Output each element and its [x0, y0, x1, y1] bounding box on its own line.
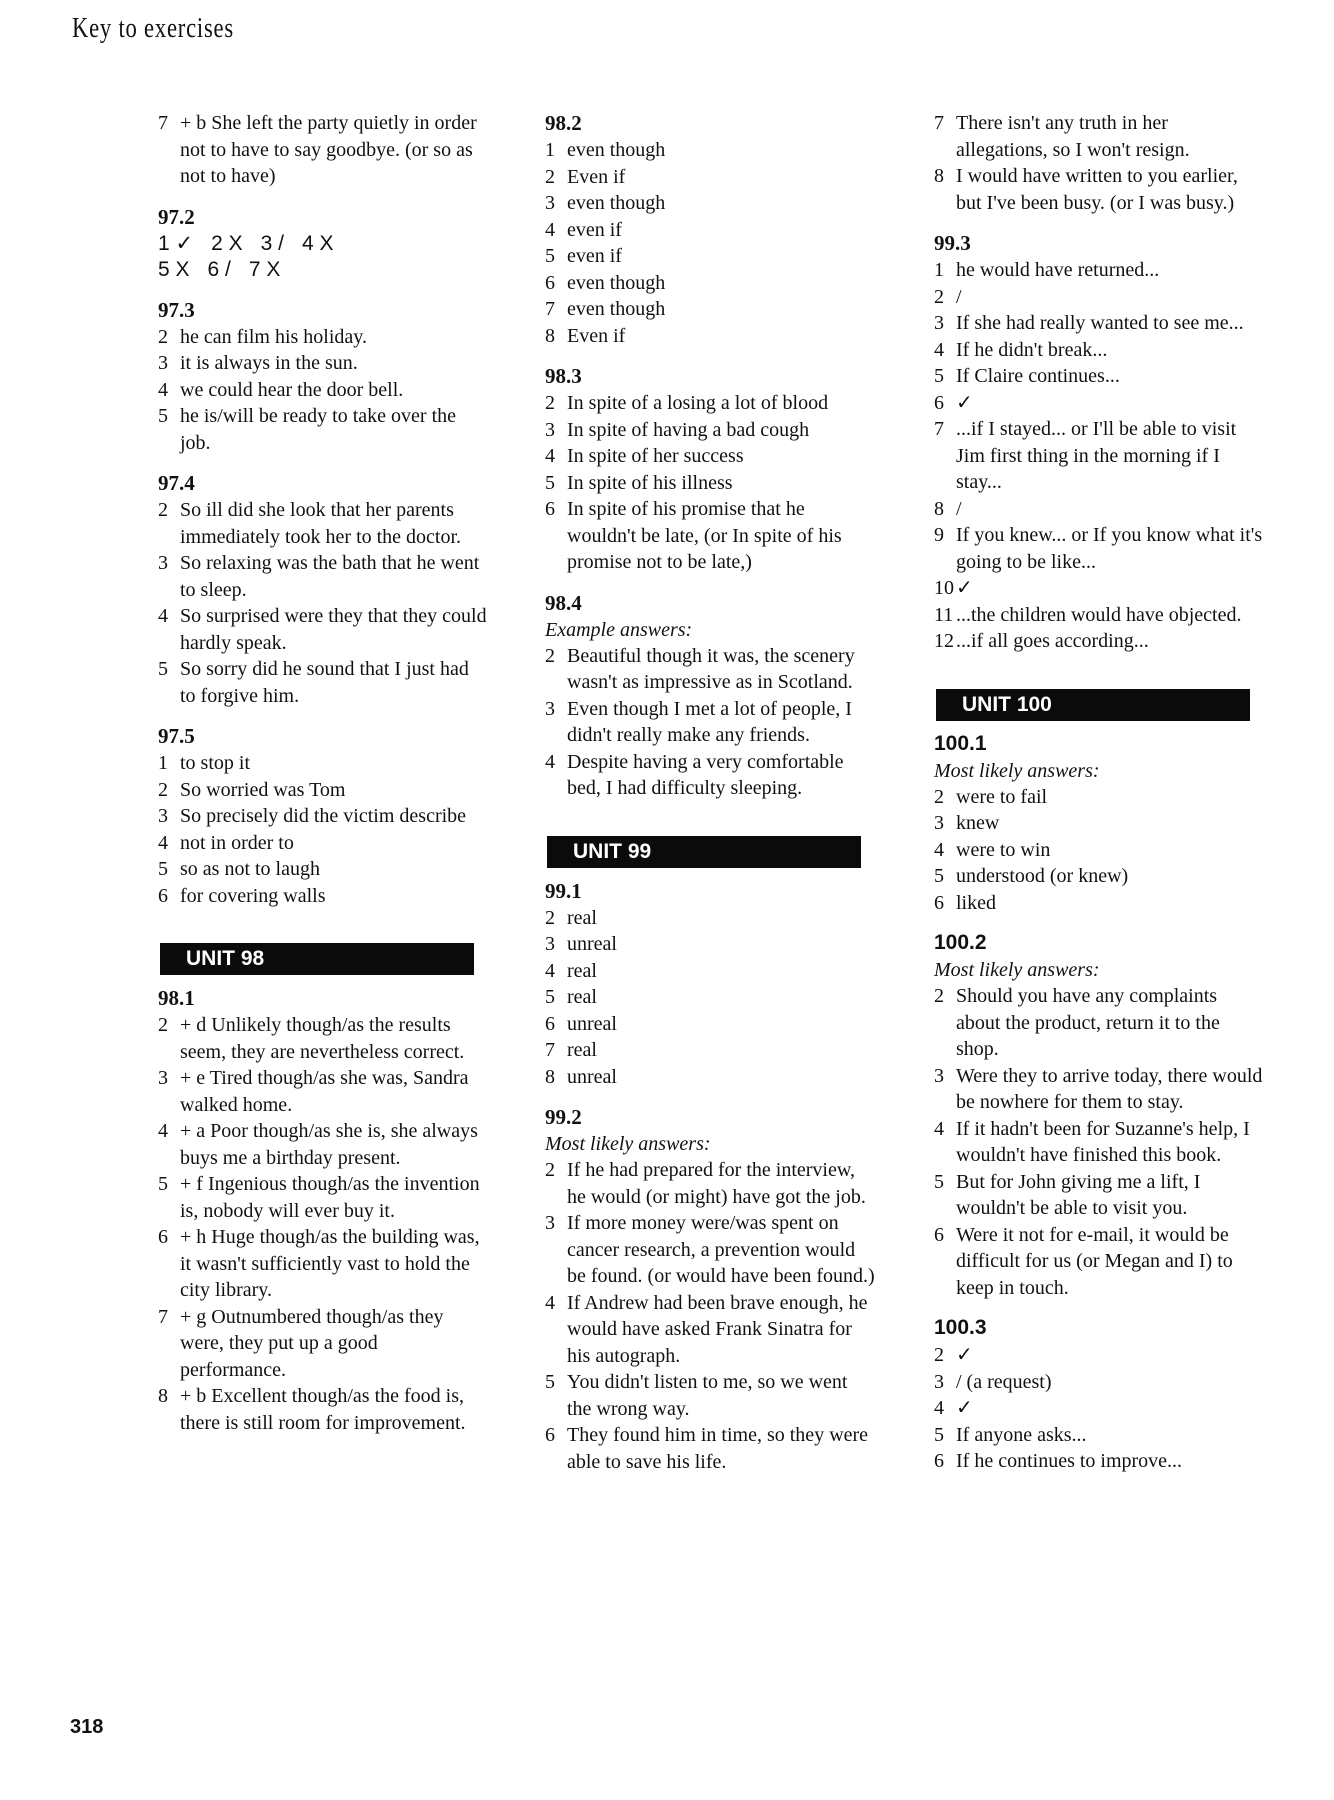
answer-section [158, 985, 488, 1436]
answer-number: 3 [545, 697, 555, 720]
answer-text: / (a request) [956, 1370, 1052, 1393]
answer-number: 4 [158, 1120, 168, 1142]
answer-item [545, 749, 875, 802]
answer-text: In spite of her success [567, 445, 744, 467]
section-number: 98.4 [545, 590, 582, 615]
answer-item [158, 1383, 488, 1436]
answer-item [934, 363, 1264, 390]
answer-text: So relaxing was the bath that he went to sleep. [180, 552, 480, 601]
answer-item [545, 1210, 875, 1290]
answer-text: were to fail [956, 785, 1048, 808]
answer-item [934, 1422, 1264, 1449]
section-number: 99.1 [545, 878, 582, 903]
answer-number: 12 [934, 630, 954, 652]
answer-number: 8 [545, 1065, 555, 1088]
answer-text: Even though I met a lot of people, I didn't really make any friends. [567, 697, 852, 746]
answer-number: 3 [158, 1067, 168, 1089]
answer-number: 6 [934, 1450, 944, 1472]
answer-item [158, 110, 488, 190]
answer-text: + a Poor though/as she is, she always buys me a birthday present. [180, 1120, 478, 1169]
answer-number: 5 [158, 858, 168, 880]
answer-item [158, 856, 488, 883]
answer-text: So surprised were they that they could hardly speak. [180, 605, 487, 654]
mark-answer: 5 X [158, 257, 190, 281]
mark-answer: 3 / [260, 231, 284, 255]
section-subtitle: Most likely answers: [934, 959, 1100, 981]
answer-text: ✓ [956, 1397, 973, 1419]
answer-item [934, 337, 1264, 364]
answer-number: 4 [934, 1397, 944, 1419]
answer-text: even if [567, 218, 622, 241]
unit-heading: UNIT 99 [547, 836, 861, 868]
answer-item [545, 137, 875, 164]
answer-number: 7 [158, 112, 168, 134]
answer-number: 3 [934, 312, 944, 334]
answer-text: so as not to laugh [180, 858, 320, 880]
answer-text: to stop it [180, 752, 251, 774]
answer-section [158, 723, 488, 909]
answer-number: 5 [545, 1371, 555, 1393]
answer-text: + b Excellent though/as the food is, there is still room for improvement. [180, 1385, 466, 1434]
mark-row [158, 231, 488, 257]
answer-text: So worried was Tom [180, 778, 346, 801]
answer-item [934, 1222, 1264, 1302]
answer-text: Should you have any complaints about the product, return it to the shop. [956, 985, 1220, 1060]
mark-answer: 4 X [302, 231, 334, 255]
answer-section [545, 1104, 875, 1475]
answer-text: even though [567, 192, 666, 214]
page-number: 318 [70, 1716, 104, 1738]
answer-number: 1 [545, 139, 555, 161]
answer-number: 3 [934, 1064, 944, 1087]
answer-text: he would have returned... [956, 259, 1160, 281]
answer-item [545, 931, 875, 958]
answer-text: ...the children would have objected. [956, 603, 1242, 626]
mark-answer: 1 ✓ [158, 231, 194, 255]
answer-text: If it hadn't been for Suzanne's help, I wouldn't have finished this book. [956, 1117, 1250, 1166]
answer-text: we could hear the door bell. [180, 378, 404, 401]
answer-number: 1 [158, 752, 168, 774]
answer-text: were to win [956, 838, 1051, 861]
answer-number: 5 [934, 1170, 944, 1193]
answer-item [545, 164, 875, 191]
answer-number: 2 [545, 165, 555, 188]
answer-number: 8 [158, 1385, 168, 1407]
answer-item [158, 324, 488, 351]
answer-text: I would have written to you earlier, but I've been busy. (or I was busy.) [956, 165, 1238, 214]
answer-text: understood (or knew) [956, 865, 1129, 887]
answer-number: 3 [545, 192, 555, 214]
answer-text: unreal [567, 1065, 617, 1088]
answer-item [545, 1422, 875, 1475]
answer-item [545, 296, 875, 323]
answer-text: There isn't any truth in her allegations, so I won't resign. [956, 112, 1190, 161]
answer-item [934, 837, 1264, 864]
answer-number: 3 [158, 552, 168, 574]
answer-item [934, 390, 1264, 417]
answer-item [545, 270, 875, 297]
answer-text: + d Unlikely though/as the results seem, they are nevertheless correct. [180, 1014, 465, 1063]
answer-number: 5 [934, 865, 944, 887]
section-number: 98.3 [545, 364, 582, 388]
answer-section [545, 878, 875, 1091]
answer-number: 7 [934, 112, 944, 134]
answer-item [934, 890, 1264, 917]
answer-text: / [956, 285, 962, 308]
answer-item [545, 696, 875, 749]
answer-section [158, 110, 488, 190]
answer-section [545, 363, 875, 576]
answer-item [934, 496, 1264, 523]
answer-text: Even if [567, 324, 626, 347]
answer-number: 5 [545, 471, 555, 494]
answer-section [934, 930, 1264, 1301]
section-number: 97.2 [158, 204, 195, 229]
answer-number: 2 [545, 906, 555, 929]
answer-number: 6 [934, 891, 944, 914]
answer-text: even though [567, 139, 666, 161]
answer-text: + f Ingenious though/as the invention is, nobody will ever buy it. [180, 1173, 480, 1222]
answer-number: 8 [545, 324, 555, 347]
answer-number: 6 [158, 884, 168, 907]
answer-text: Beautiful though it was, the scenery wasn't as impressive as in Scotland. [567, 644, 855, 693]
answer-item [545, 958, 875, 985]
answer-item [934, 784, 1264, 811]
answer-text: not in order to [180, 831, 294, 854]
section-number: 97.4 [158, 471, 195, 495]
answer-item [934, 1448, 1264, 1475]
answer-item [158, 403, 488, 456]
answer-number: 2 [934, 1344, 944, 1366]
answer-text: unreal [567, 933, 617, 955]
section-number: 99.3 [934, 231, 971, 255]
section-number: 97.5 [158, 724, 195, 748]
answer-item [934, 257, 1264, 284]
answer-number: 2 [158, 499, 168, 521]
answer-item [934, 628, 1264, 655]
answer-number: 4 [934, 1117, 944, 1140]
answer-text: If more money were/was spent on cancer research, a prevention would be found. (or would have been found.) [567, 1212, 875, 1287]
mark-answer: 2 X [211, 231, 243, 255]
answer-text: If he didn't break... [956, 338, 1108, 361]
answer-number: 2 [545, 644, 555, 667]
section-subtitle: Most likely answers: [545, 1133, 711, 1155]
answer-number: 7 [158, 1305, 168, 1328]
answer-item [934, 983, 1264, 1063]
answer-item [934, 1169, 1264, 1222]
answer-item [545, 496, 875, 576]
answer-item [545, 984, 875, 1011]
answer-text: Were they to arrive today, there would be nowhere for them to stay. [956, 1064, 1263, 1113]
mark-answer: 7 X [248, 257, 281, 281]
answer-text: real [567, 959, 597, 982]
answer-number: 7 [545, 1039, 555, 1061]
answer-text: If Claire continues... [956, 365, 1120, 387]
answer-number: 7 [934, 418, 944, 440]
answer-item [934, 575, 1264, 602]
answer-item [158, 1118, 488, 1171]
answer-number: 5 [158, 405, 168, 427]
answer-item [934, 1063, 1264, 1116]
answer-item [934, 163, 1264, 216]
answer-item [545, 1157, 875, 1210]
answer-section [934, 1315, 1264, 1475]
answer-text: real [567, 1039, 597, 1061]
answer-text: + g Outnumbered though/as they were, they put up a good performance. [180, 1305, 444, 1381]
answer-item [158, 777, 488, 804]
answer-number: 5 [934, 1423, 944, 1446]
section-number: 100.2 [934, 931, 987, 954]
answer-text: he can film his holiday. [180, 325, 367, 348]
answer-item [934, 416, 1264, 496]
section-number: 97.3 [158, 297, 195, 322]
answer-number: 2 [934, 985, 944, 1007]
answer-item [934, 522, 1264, 575]
answer-text: Even if [567, 165, 626, 188]
answer-item [934, 284, 1264, 311]
answer-number: 6 [545, 498, 555, 520]
answer-number: 3 [158, 352, 168, 374]
answer-item [158, 750, 488, 777]
answer-section [545, 110, 875, 349]
answer-text: liked [956, 891, 996, 914]
answer-item [545, 1011, 875, 1038]
answer-text: If he continues to improve... [956, 1450, 1183, 1472]
answer-text: + h Huge though/as the building was, it wasn't sufficiently vast to hold the city library. [180, 1226, 480, 1301]
answer-number: 11 [934, 603, 954, 626]
answer-item [934, 1369, 1264, 1396]
answer-item [545, 1064, 875, 1091]
answer-number: 6 [545, 271, 555, 294]
answer-item [934, 1395, 1264, 1422]
answer-number: 4 [545, 959, 555, 982]
answer-section [158, 297, 488, 457]
answer-text: it is always in the sun. [180, 352, 358, 374]
answer-text: unreal [567, 1012, 617, 1035]
answer-number: 4 [934, 338, 944, 361]
page-header: Key to exercises [72, 12, 234, 44]
answer-number: 4 [158, 831, 168, 854]
answer-text: So sorry did he sound that I just had to forgive him. [180, 658, 469, 707]
answer-number: 8 [934, 165, 944, 187]
answer-number: 2 [934, 785, 944, 808]
answer-column-3 [934, 110, 1264, 1489]
answer-number: 2 [545, 392, 555, 414]
answer-item [545, 470, 875, 497]
answer-item [545, 643, 875, 696]
answer-item [158, 830, 488, 857]
answer-item [934, 1342, 1264, 1369]
answer-item [158, 603, 488, 656]
answer-text: + e Tired though/as she was, Sandra walked home. [180, 1067, 469, 1116]
answer-text: If Andrew had been brave enough, he would have asked Frank Sinatra for his autograph. [567, 1291, 868, 1367]
unit-heading: UNIT 100 [936, 689, 1250, 721]
answer-number: 5 [545, 986, 555, 1008]
answer-text: real [567, 986, 597, 1008]
answer-number: 9 [934, 524, 944, 546]
answer-text: Despite having a very comfortable bed, I had difficulty sleeping. [567, 750, 844, 799]
answer-item [545, 905, 875, 932]
answer-number: 2 [158, 1014, 168, 1036]
section-number: 100.1 [934, 731, 987, 755]
answer-text: he is/will be ready to take over the job. [180, 405, 457, 454]
answer-number: 3 [934, 1370, 944, 1393]
answer-text: They found him in time, so they were able to save his life. [567, 1424, 869, 1473]
answer-section [545, 590, 875, 802]
answer-item [545, 390, 875, 417]
answer-item [158, 1304, 488, 1384]
answer-text: even though [567, 298, 666, 320]
answer-number: 6 [158, 1226, 168, 1248]
answer-item [158, 1065, 488, 1118]
answer-item [934, 602, 1264, 629]
answer-item [545, 1369, 875, 1422]
answer-number: 2 [545, 1159, 555, 1181]
answer-number: 3 [545, 418, 555, 441]
answer-number: 5 [934, 365, 944, 387]
answer-number: 3 [545, 1212, 555, 1234]
answer-section [934, 731, 1264, 917]
answer-text: / [956, 497, 962, 520]
answer-number: 3 [158, 805, 168, 827]
answer-number: 6 [934, 1223, 944, 1246]
answer-number: 1 [934, 259, 944, 281]
answer-item [545, 417, 875, 444]
answer-text: So precisely did the victim describe [180, 805, 467, 827]
answer-item [545, 323, 875, 350]
answer-text: ✓ [956, 391, 973, 414]
mark-row [158, 257, 488, 283]
section-subtitle: Most likely answers: [934, 759, 1100, 782]
answer-item [158, 1012, 488, 1065]
answer-number: 3 [934, 812, 944, 834]
answer-number: 8 [934, 497, 944, 520]
answer-column-1 [158, 110, 488, 1450]
answer-item [158, 1224, 488, 1304]
answer-number: 4 [934, 838, 944, 861]
answer-text: ✓ [956, 1344, 973, 1366]
answer-item [545, 1290, 875, 1370]
answer-number: 10 [934, 577, 954, 599]
answer-item [934, 1116, 1264, 1169]
answer-item [158, 550, 488, 603]
answer-number: 3 [545, 933, 555, 955]
answer-text: If anyone asks... [956, 1423, 1087, 1446]
answer-number: 5 [545, 245, 555, 267]
answer-section [158, 470, 488, 709]
answer-number: 2 [158, 325, 168, 348]
section-number: 99.2 [545, 1105, 582, 1129]
answer-text: If she had really wanted to see me... [956, 312, 1244, 334]
answer-section [934, 230, 1264, 655]
answer-text: In spite of his promise that he wouldn't be late, (or In spite of his promise not to be late,) [567, 498, 842, 573]
answer-text: ✓ [956, 577, 973, 599]
answer-item [158, 883, 488, 910]
answer-item [158, 1171, 488, 1224]
answer-number: 7 [545, 298, 555, 320]
answer-item [545, 190, 875, 217]
answer-text: In spite of a losing a lot of blood [567, 392, 829, 414]
answer-number: 4 [158, 378, 168, 401]
answer-item [545, 217, 875, 244]
answer-item [158, 377, 488, 404]
answer-text: ...if I stayed... or I'll be able to visit Jim first thing in the morning if I stay... [956, 418, 1237, 493]
answer-text: real [567, 906, 597, 929]
answer-item [545, 243, 875, 270]
section-subtitle: Example answers: [545, 618, 693, 641]
answer-item [934, 310, 1264, 337]
answer-number: 6 [934, 391, 944, 414]
unit-heading: UNIT 98 [160, 943, 474, 975]
answer-text: ...if all goes according... [956, 630, 1149, 652]
answer-text: If he had prepared for the interview, he would (or might) have got the job. [567, 1159, 866, 1208]
answer-section [934, 110, 1264, 216]
answer-number: 6 [545, 1012, 555, 1035]
answer-number: 5 [158, 1173, 168, 1195]
answer-number: 4 [158, 605, 168, 627]
answer-text: In spite of having a bad cough [567, 418, 810, 441]
answer-item [158, 497, 488, 550]
answer-text: even though [567, 271, 666, 294]
answer-number: 4 [545, 750, 555, 773]
section-number: 100.3 [934, 1316, 987, 1339]
answer-text: for covering walls [180, 884, 326, 907]
answer-item [934, 810, 1264, 837]
answer-item [158, 350, 488, 377]
answer-item [934, 863, 1264, 890]
answer-column-2 [545, 110, 875, 1489]
answer-item [545, 443, 875, 470]
answer-text: even if [567, 245, 622, 267]
mark-section [158, 204, 488, 283]
answer-number: 6 [545, 1424, 555, 1446]
answer-number: 4 [545, 218, 555, 241]
section-number: 98.2 [545, 111, 582, 135]
answer-text: In spite of his illness [567, 471, 733, 494]
answer-text: But for John giving me a lift, I wouldn't be able to visit you. [956, 1170, 1201, 1219]
answer-number: 4 [545, 1291, 555, 1314]
answer-text: knew [956, 812, 1000, 834]
answer-item [158, 803, 488, 830]
mark-answer: 6 / [207, 257, 231, 281]
answer-text: If you knew... or If you know what it's going to be like... [956, 524, 1263, 573]
section-number: 98.1 [158, 986, 195, 1010]
answer-number: 4 [545, 445, 555, 467]
answer-item [545, 1037, 875, 1064]
answer-number: 5 [158, 658, 168, 680]
answer-item [158, 656, 488, 709]
answer-text: So ill did she look that her parents immediately took her to the doctor. [180, 499, 462, 548]
answer-text: Were it not for e-mail, it would be difficult for us (or Megan and I) to keep in touch. [956, 1223, 1233, 1299]
answer-number: 2 [934, 285, 944, 308]
answer-item [934, 110, 1264, 163]
answer-text: + b She left the party quietly in order not to have to say goodbye. (or so as not to have) [180, 112, 477, 187]
answer-text: You didn't listen to me, so we went the wrong way. [567, 1371, 848, 1420]
answer-number: 2 [158, 778, 168, 801]
